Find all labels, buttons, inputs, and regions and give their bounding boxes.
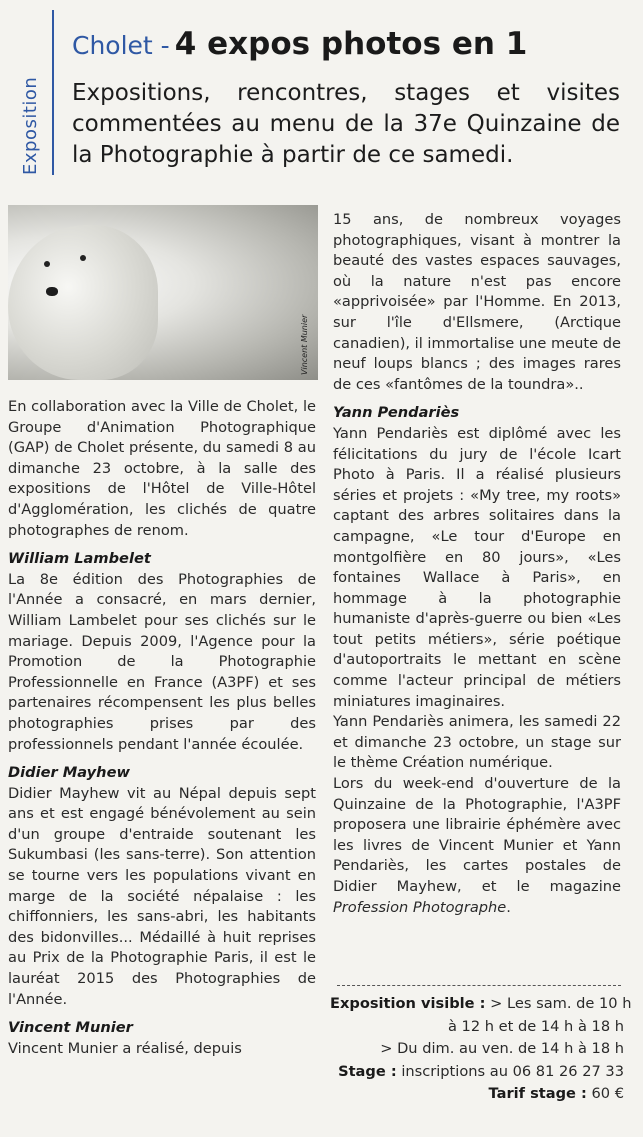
expo-hours-2: à 12 h et de 14 h à 18 h xyxy=(447,1017,624,1035)
deck: Expositions, rencontres, stages et visites commentées au menu de la 37e Quinzaine de la Photographie à partir de ce samedi. xyxy=(72,80,620,168)
section-heading-mayhew: Didier Mayhew xyxy=(8,764,130,782)
stage-paragraph: Yann Pendariès animera, les samedi 22 et dimanche 23 octobre, un stage sur le thème Création numérique. xyxy=(333,713,621,772)
polar-bear-photo xyxy=(8,205,318,380)
bookshop-end: . xyxy=(506,898,511,916)
section-body-munier-start: Vincent Munier a réalisé, depuis xyxy=(8,1039,242,1057)
info-divider xyxy=(337,985,621,986)
article-column-1 xyxy=(8,397,316,1059)
expo-hours-3: > Du dim. au ven. de 14 h à 18 h xyxy=(380,1040,624,1058)
rubric-label: Exposition xyxy=(20,76,41,175)
section-heading-pendaries: Yann Pendariès xyxy=(333,404,460,422)
section-heading-lambelet: William Lambelet xyxy=(8,550,151,568)
polar-bear-shape xyxy=(8,225,158,380)
tarif-line xyxy=(330,1083,624,1106)
section-body-pendaries: Yann Pendariès est diplômé avec les félicitations du jury de l'école Icart Photo à Paris. Il a réalisé plusieurs séries et projets : «My tree, my roots» captant des arbres solitaires dans la campagne, «Le tour d'Europe en montgolfière en 80 jours», «Les fontaines Wallace à Paris», en hommage à la photographie humaniste d'après-guerre ou bien «Les tout petits métiers», série poétique d'autoportraits le mettant en scène comme l'acteur principal de métiers miniatures imaginaires. xyxy=(333,424,621,710)
magazine-title: Profession Photographe xyxy=(333,898,507,916)
headline-location: Cholet - xyxy=(72,31,170,60)
tarif-price: 60 € xyxy=(591,1085,624,1103)
section-body-lambelet: La 8e édition des Photographies de l'Année a consacré, en mars dernier, William Lambelet pour ses clichés sur le mariage. Depuis 2009, l'Agence pour la Promotion de la Photographie Professionnelle en France (A3PF) et ses partenaires récompensent les plus belles photographies prises par des professionnels pendant l'année écoulée. xyxy=(8,570,316,753)
bear-nose xyxy=(46,287,58,296)
bear-eye-right xyxy=(80,255,86,261)
rubric-rule xyxy=(52,10,54,175)
section-body-mayhew: Didier Mayhew vit au Népal depuis sept ans et est engagé bénévolement au sein d'un groupe d'entraide soutenant les Sukumbasi (les sans-terre). Son attention se tourne vers les populations vivant en marge de la société népalaise : les chiffonniers, les sans-abri, les habitants des bidonvilles... Médaillé à huit reprises au Prix de la Photographie Paris, il est le lauréat 2015 des Photographies de l'Année. xyxy=(8,784,316,1008)
section-body-munier-continued: 15 ans, de nombreux voyages photographiques, visant à montrer la beauté des vastes espaces sauvages, où la nature n'est pas encore «apprivoisée» par l'Homme. En 2013, sur l'île d'Ellsmere, (Arctique canadien), il immortalise une meute de neuf loups blancs ; des images rares de ces «fantômes de la toundra».. xyxy=(333,211,621,393)
tarif-label: Tarif stage : xyxy=(488,1085,587,1103)
expo-hours-1: > Les sam. de 10 h xyxy=(490,995,632,1012)
practical-info xyxy=(330,993,632,1106)
headline xyxy=(72,20,527,73)
headline-title: 4 expos photos en 1 xyxy=(174,26,528,62)
bookshop-text: Lors du week-end d'ouverture de la Quinzaine de la Photographie, l'A3PF proposera une librairie éphémère avec les livres de Vincent Munier et Yann Pendariès, les cartes postales de Didier Mayhew, et le magazine xyxy=(333,775,621,895)
bear-eye-left xyxy=(44,261,50,267)
photo-credit: Vincent Munier xyxy=(300,314,309,375)
article-column-2 xyxy=(333,210,621,918)
expo-label: Exposition visible : xyxy=(330,995,486,1012)
stage-line xyxy=(330,1061,624,1084)
stage-label: Stage : xyxy=(338,1062,397,1080)
expo-line-1 xyxy=(330,993,632,1016)
bookshop-paragraph xyxy=(333,774,621,918)
intro-paragraph: En collaboration avec la Ville de Cholet, le Groupe d'Animation Photographique (GAP) de Cholet présente, du samedi 8 au dimanche 23 octobre, à la salle des expositions de l'Hôtel de Ville-Hôtel d'Agglomération, les clichés de quatre photographes de renom. xyxy=(8,398,316,539)
stage-phone: inscriptions au 06 81 26 27 33 xyxy=(401,1062,624,1080)
section-heading-munier: Vincent Munier xyxy=(8,1019,133,1037)
